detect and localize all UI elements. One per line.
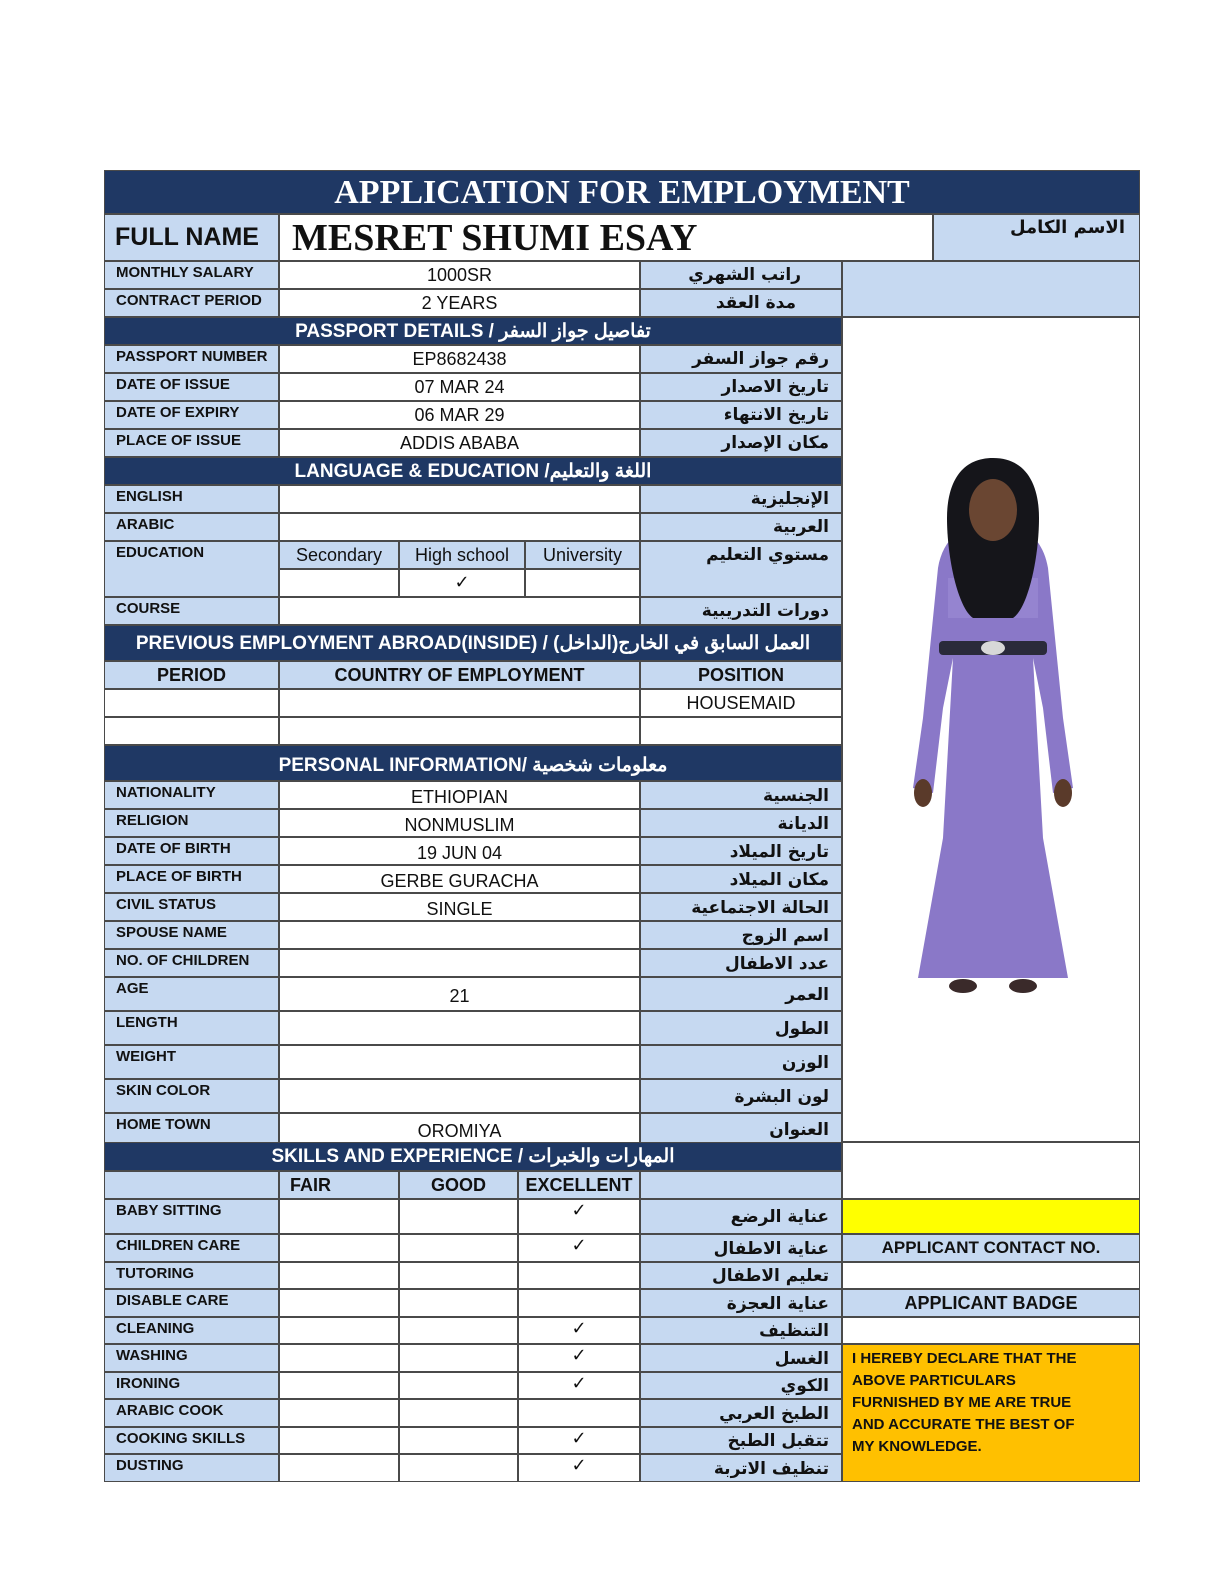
skill-fair-mark xyxy=(279,1399,399,1427)
personal-row-arabic: العنوان xyxy=(640,1113,842,1145)
full-name-value: MESRET SHUMI ESAY xyxy=(279,214,933,261)
full-name-arabic: الاسم الكامل xyxy=(933,214,1140,261)
skill-good-mark xyxy=(399,1344,518,1372)
skill-row-arabic: عناية الاطفال xyxy=(640,1234,842,1262)
personal-header: PERSONAL INFORMATION/ معلومات شخصية xyxy=(104,745,842,781)
skill-good-mark xyxy=(399,1199,518,1234)
personal-row-value xyxy=(279,921,640,949)
skill-excellent-mark: ✓ xyxy=(518,1427,640,1454)
personal-row-arabic: الجنسية xyxy=(640,781,842,809)
passport-row-label: DATE OF ISSUE xyxy=(104,373,279,401)
skill-row-label: DISABLE CARE xyxy=(104,1289,279,1317)
passport-row-label: DATE OF EXPIRY xyxy=(104,401,279,429)
skill-fair-mark xyxy=(279,1234,399,1262)
personal-row-arabic: العمر xyxy=(640,977,842,1011)
skill-fair-mark xyxy=(279,1262,399,1289)
arabic-label: ARABIC xyxy=(104,513,279,541)
passport-row-arabic: تاريخ الاصدار xyxy=(640,373,842,401)
declaration-text: I HEREBY DECLARE THAT THE ABOVE PARTICULARS FURNISHED BY ME ARE TRUE AND ACCURATE THE BEST OF MY KNOWLEDGE. xyxy=(842,1344,1140,1482)
education-mark-secondary xyxy=(279,569,399,597)
personal-row-arabic: تاريخ الميلاد xyxy=(640,837,842,865)
skill-row-arabic: تتقبل الطبخ xyxy=(640,1427,842,1454)
skill-row-arabic: تنظيف الاتربة xyxy=(640,1454,842,1482)
prev-period-1 xyxy=(104,689,279,717)
personal-row-value: 19 JUN 04 xyxy=(279,837,640,865)
contact-label: APPLICANT CONTACT NO. xyxy=(842,1234,1140,1262)
prev-country-2 xyxy=(279,717,640,745)
col-good: GOOD xyxy=(399,1171,518,1199)
col-position: POSITION xyxy=(640,661,842,689)
personal-row-value xyxy=(279,1079,640,1113)
personal-row-value: GERBE GURACHA xyxy=(279,865,640,893)
personal-row-value xyxy=(279,1011,640,1045)
personal-row-label: LENGTH xyxy=(104,1011,279,1045)
passport-row-arabic: مكان الإصدار xyxy=(640,429,842,457)
skill-row-label: DUSTING xyxy=(104,1454,279,1482)
skill-row-label: COOKING SKILLS xyxy=(104,1427,279,1454)
passport-row-label: PASSPORT NUMBER xyxy=(104,345,279,373)
col-fair: FAIR xyxy=(279,1171,399,1199)
skill-excellent-mark: ✓ xyxy=(518,1199,640,1234)
prev-period-2 xyxy=(104,717,279,745)
english-arabic: الإنجليزية xyxy=(640,485,842,513)
personal-row-label: DATE OF BIRTH xyxy=(104,837,279,865)
education-mark-university xyxy=(525,569,640,597)
skill-excellent-mark: ✓ xyxy=(518,1372,640,1399)
course-label: COURSE xyxy=(104,597,279,625)
personal-row-label: WEIGHT xyxy=(104,1045,279,1079)
contract-period-arabic: مدة العقد xyxy=(640,289,842,317)
skill-good-mark xyxy=(399,1234,518,1262)
personal-row-value: NONMUSLIM xyxy=(279,809,640,837)
skill-fair-mark xyxy=(279,1454,399,1482)
skill-good-mark xyxy=(399,1454,518,1482)
passport-header: PASSPORT DETAILS / تفاصيل جواز السفر xyxy=(104,317,842,345)
side-blank-1 xyxy=(842,1142,1140,1199)
education-level-secondary: Secondary xyxy=(279,541,399,569)
full-name-label: FULL NAME xyxy=(104,214,279,261)
contract-side-blank xyxy=(842,261,1140,317)
salary-label: MONTHLY SALARY xyxy=(104,261,279,289)
highlight-box xyxy=(842,1199,1140,1234)
skill-good-mark xyxy=(399,1372,518,1399)
personal-row-label: NATIONALITY xyxy=(104,781,279,809)
skill-row-label: CHILDREN CARE xyxy=(104,1234,279,1262)
skill-good-mark xyxy=(399,1427,518,1454)
skill-fair-mark xyxy=(279,1317,399,1344)
skill-fair-mark xyxy=(279,1289,399,1317)
skill-row-label: BABY SITTING xyxy=(104,1199,279,1234)
skill-fair-mark xyxy=(279,1427,399,1454)
applicant-photo xyxy=(843,318,1140,1142)
arabic-value xyxy=(279,513,640,541)
salary-value: 1000SR xyxy=(279,261,640,289)
skill-row-label: CLEANING xyxy=(104,1317,279,1344)
personal-row-label: NO. OF CHILDREN xyxy=(104,949,279,977)
salary-arabic: راتب الشهري xyxy=(640,261,842,289)
personal-row-arabic: الديانة xyxy=(640,809,842,837)
personal-row-label: AGE xyxy=(104,977,279,1011)
col-excellent: EXCELLENT xyxy=(518,1171,640,1199)
education-mark-high-school: ✓ xyxy=(399,569,525,597)
arabic-arabic: العربية xyxy=(640,513,842,541)
passport-row-arabic: تاريخ الانتهاء xyxy=(640,401,842,429)
skill-excellent-mark xyxy=(518,1262,640,1289)
personal-row-arabic: الحالة الاجتماعية xyxy=(640,893,842,921)
photo-frame xyxy=(842,317,1140,1142)
skill-row-arabic: التنظيف xyxy=(640,1317,842,1344)
language-header: LANGUAGE & EDUCATION /اللغة والتعليم xyxy=(104,457,842,485)
personal-row-value: OROMIYA xyxy=(279,1113,640,1145)
skill-excellent-mark xyxy=(518,1399,640,1427)
skill-good-mark xyxy=(399,1399,518,1427)
col-period: PERIOD xyxy=(104,661,279,689)
prev-position-1: HOUSEMAID xyxy=(640,689,842,717)
skill-excellent-mark: ✓ xyxy=(518,1317,640,1344)
personal-row-value xyxy=(279,949,640,977)
skill-excellent-mark xyxy=(518,1289,640,1317)
skills-col-blank xyxy=(104,1171,279,1199)
skill-good-mark xyxy=(399,1262,518,1289)
col-country: COUNTRY OF EMPLOYMENT xyxy=(279,661,640,689)
skill-row-label: TUTORING xyxy=(104,1262,279,1289)
course-arabic: دورات التدريبية xyxy=(640,597,842,625)
education-label: EDUCATION xyxy=(104,541,279,597)
skills-header: SKILLS AND EXPERIENCE / المهارات والخبرات xyxy=(104,1142,842,1171)
passport-row-arabic: رقم جواز السفر xyxy=(640,345,842,373)
english-value xyxy=(279,485,640,513)
personal-row-value: 21 xyxy=(279,977,640,1011)
education-level-high-school: High school xyxy=(399,541,525,569)
personal-row-label: SPOUSE NAME xyxy=(104,921,279,949)
skill-excellent-mark: ✓ xyxy=(518,1234,640,1262)
skill-row-arabic: الكوي xyxy=(640,1372,842,1399)
skill-fair-mark xyxy=(279,1344,399,1372)
english-label: ENGLISH xyxy=(104,485,279,513)
badge-value xyxy=(842,1317,1140,1344)
skill-fair-mark xyxy=(279,1199,399,1234)
passport-row-label: PLACE OF ISSUE xyxy=(104,429,279,457)
skill-good-mark xyxy=(399,1317,518,1344)
personal-row-label: HOME TOWN xyxy=(104,1113,279,1145)
education-level-university: University xyxy=(525,541,640,569)
personal-row-label: RELIGION xyxy=(104,809,279,837)
personal-row-value: SINGLE xyxy=(279,893,640,921)
contract-period-value: 2 YEARS xyxy=(279,289,640,317)
contact-value xyxy=(842,1262,1140,1289)
contract-period-label: CONTRACT PERIOD xyxy=(104,289,279,317)
skill-row-label: IRONING xyxy=(104,1372,279,1399)
form-title: APPLICATION FOR EMPLOYMENT xyxy=(104,170,1140,214)
skill-row-label: WASHING xyxy=(104,1344,279,1372)
prev-position-2 xyxy=(640,717,842,745)
passport-row-value: ADDIS ABABA xyxy=(279,429,640,457)
skill-excellent-mark: ✓ xyxy=(518,1454,640,1482)
personal-row-label: PLACE OF BIRTH xyxy=(104,865,279,893)
passport-row-value: 07 MAR 24 xyxy=(279,373,640,401)
skill-row-arabic: الغسل xyxy=(640,1344,842,1372)
personal-row-value xyxy=(279,1045,640,1079)
personal-row-arabic: اسم الزوج xyxy=(640,921,842,949)
personal-row-arabic: عدد الاطفال xyxy=(640,949,842,977)
personal-row-arabic: لون البشرة xyxy=(640,1079,842,1113)
previous-employment-header: PREVIOUS EMPLOYMENT ABROAD(INSIDE) / العمل السابق في الخارج(الداخل) xyxy=(104,625,842,661)
skill-row-label: ARABIC COOK xyxy=(104,1399,279,1427)
skill-row-arabic: تعليم الاطفال xyxy=(640,1262,842,1289)
personal-row-arabic: مكان الميلاد xyxy=(640,865,842,893)
skill-row-arabic: الطبخ العربي xyxy=(640,1399,842,1427)
personal-row-value: ETHIOPIAN xyxy=(279,781,640,809)
skill-good-mark xyxy=(399,1289,518,1317)
skill-fair-mark xyxy=(279,1372,399,1399)
passport-row-value: EP8682438 xyxy=(279,345,640,373)
personal-row-label: CIVIL STATUS xyxy=(104,893,279,921)
badge-label: APPLICANT BADGE xyxy=(842,1289,1140,1317)
skills-col-blank-ar xyxy=(640,1171,842,1199)
skill-row-arabic: عناية العجزة xyxy=(640,1289,842,1317)
personal-row-arabic: الوزن xyxy=(640,1045,842,1079)
prev-country-1 xyxy=(279,689,640,717)
skill-excellent-mark: ✓ xyxy=(518,1344,640,1372)
education-arabic: مستوي التعليم xyxy=(640,541,842,597)
skill-row-arabic: عناية الرضع xyxy=(640,1199,842,1234)
course-value xyxy=(279,597,640,625)
personal-row-label: SKIN COLOR xyxy=(104,1079,279,1113)
personal-row-arabic: الطول xyxy=(640,1011,842,1045)
passport-row-value: 06 MAR 29 xyxy=(279,401,640,429)
